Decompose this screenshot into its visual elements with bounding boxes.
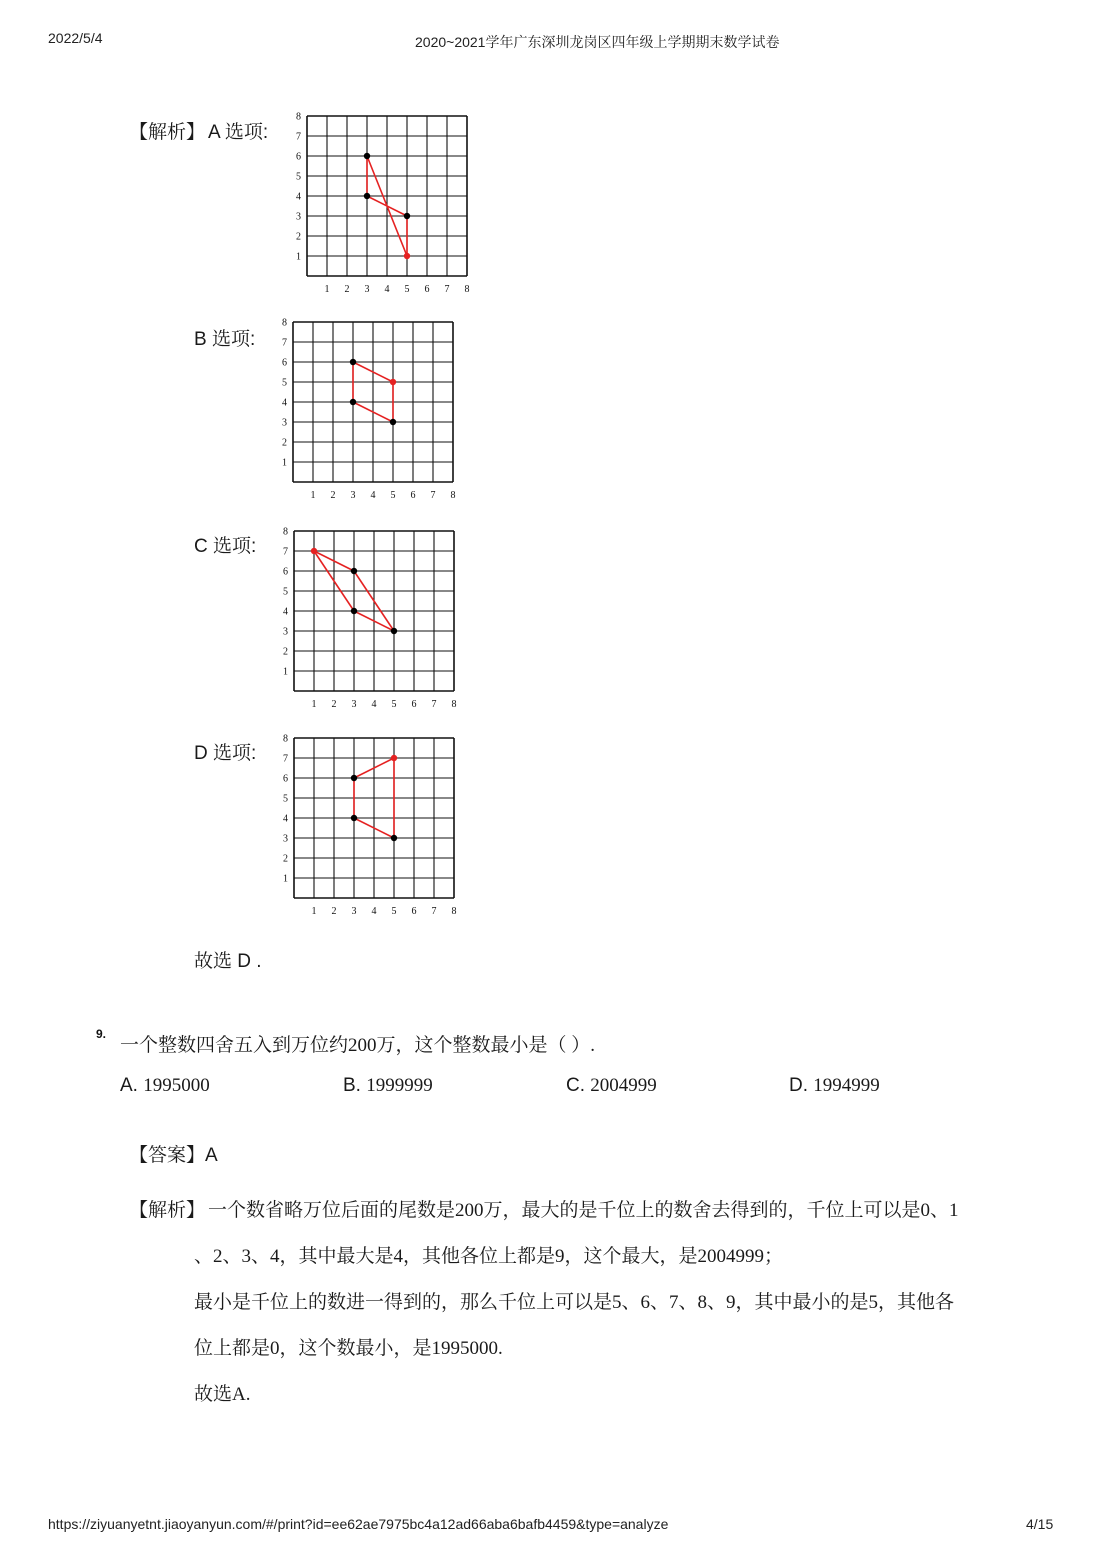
y-tick-label: 4 bbox=[283, 606, 288, 618]
vertex-point bbox=[391, 755, 397, 761]
x-tick-label: 8 bbox=[450, 490, 456, 501]
y-tick-label: 6 bbox=[282, 357, 287, 369]
choice-d bbox=[789, 1075, 880, 1097]
y-tick-label: 3 bbox=[282, 417, 287, 429]
y-tick-label: 2 bbox=[283, 646, 288, 658]
vertex-point bbox=[351, 568, 357, 574]
y-tick-label: 3 bbox=[283, 833, 288, 845]
answer bbox=[129, 1140, 218, 1167]
y-tick-label: 3 bbox=[283, 626, 288, 638]
choice-b-value: 1999999 bbox=[366, 1075, 433, 1096]
document-title: 2020~2021学年广东深圳龙岗区四年级上学期期末数学试卷 bbox=[415, 34, 780, 50]
x-tick-label: 5 bbox=[391, 906, 397, 917]
x-tick-label: 8 bbox=[451, 699, 457, 710]
question-number: 9. bbox=[96, 1027, 107, 1041]
x-tick-label: 2 bbox=[330, 490, 336, 501]
x-tick-label: 6 bbox=[411, 906, 417, 917]
x-tick-label: 5 bbox=[404, 284, 410, 295]
answer-value: A bbox=[205, 1145, 218, 1166]
analysis-line-1: 一个数省略万位后面的尾数是200万，最大的是千位上的数舍去得到的，千位上可以是0、1 bbox=[208, 1200, 959, 1221]
choice-d-label: D. bbox=[789, 1075, 808, 1096]
x-tick-label: 4 bbox=[384, 284, 390, 295]
analysis-line-4: 位上都是0，这个数最小，是1995000. bbox=[194, 1338, 503, 1359]
x-tick-label: 7 bbox=[431, 906, 437, 917]
answer-tag: 【答案】 bbox=[129, 1145, 206, 1166]
choice-c bbox=[566, 1075, 657, 1097]
x-tick-label: 2 bbox=[344, 284, 350, 295]
option-b-label: B 选项: bbox=[194, 329, 256, 350]
x-tick-label: 7 bbox=[444, 284, 450, 295]
choice-b bbox=[343, 1075, 433, 1097]
y-tick-label: 1 bbox=[283, 666, 288, 678]
x-tick-label: 3 bbox=[350, 490, 356, 501]
x-tick-label: 1 bbox=[324, 284, 330, 295]
y-tick-label: 1 bbox=[283, 873, 288, 885]
vertex-point bbox=[351, 815, 357, 821]
y-tick-label: 4 bbox=[282, 397, 287, 409]
y-tick-label: 2 bbox=[283, 853, 288, 865]
y-tick-label: 3 bbox=[296, 211, 301, 223]
y-tick-label: 4 bbox=[296, 191, 301, 203]
choice-a bbox=[120, 1075, 210, 1097]
option-c-label: C 选项: bbox=[194, 536, 257, 557]
y-tick-label: 6 bbox=[283, 773, 288, 785]
y-tick-label: 5 bbox=[283, 586, 288, 598]
q9-analysis-tag: 【解析】 bbox=[129, 1200, 206, 1221]
y-tick-label: 5 bbox=[282, 377, 287, 389]
y-tick-label: 8 bbox=[283, 526, 288, 538]
x-tick-label: 8 bbox=[451, 906, 457, 917]
vertex-point bbox=[351, 775, 357, 781]
grid-figure-d bbox=[274, 735, 464, 915]
q9-conclusion: 故选A. bbox=[194, 1384, 251, 1405]
y-tick-label: 5 bbox=[296, 171, 301, 183]
x-tick-label: 6 bbox=[424, 284, 430, 295]
q8-conclusion: 故选 D . bbox=[194, 951, 262, 972]
x-tick-label: 4 bbox=[371, 699, 377, 710]
grid-figure-b bbox=[273, 319, 463, 499]
x-tick-label: 4 bbox=[370, 490, 376, 501]
y-tick-label: 7 bbox=[283, 546, 288, 558]
vertex-point bbox=[391, 628, 397, 634]
vertex-point bbox=[404, 253, 410, 259]
y-tick-label: 2 bbox=[296, 231, 301, 243]
x-tick-label: 7 bbox=[430, 490, 436, 501]
choice-a-label: A. bbox=[120, 1075, 138, 1096]
y-tick-label: 8 bbox=[282, 317, 287, 329]
x-tick-label: 3 bbox=[351, 699, 357, 710]
x-tick-label: 1 bbox=[310, 490, 316, 501]
grid-figure-c bbox=[274, 528, 464, 708]
vertex-point bbox=[391, 835, 397, 841]
y-tick-label: 8 bbox=[296, 111, 301, 123]
grid-figure-a bbox=[287, 113, 477, 293]
y-tick-label: 6 bbox=[283, 566, 288, 578]
analysis-tag: 【解析】 bbox=[129, 122, 206, 143]
x-tick-label: 1 bbox=[311, 906, 317, 917]
analysis-line-3: 最小是千位上的数进一得到的，那么千位上可以是5、6、7、8、9，其中最小的是5，其他各 bbox=[194, 1292, 955, 1313]
x-tick-label: 5 bbox=[391, 699, 397, 710]
y-tick-label: 1 bbox=[282, 457, 287, 469]
footer-url[interactable]: https://ziyuanyetnt.jiaoyanyun.com/#/print?id=ee62ae7975bc4a12ad66aba6bafb4459&type=analyze bbox=[48, 1516, 669, 1532]
vertex-point bbox=[311, 548, 317, 554]
question-stem: 一个整数四舍五入到万位约200万，这个整数最小是（ ）. bbox=[120, 1035, 596, 1056]
x-tick-label: 5 bbox=[390, 490, 396, 501]
choice-a-value: 1995000 bbox=[143, 1075, 210, 1096]
option-d-label: D 选项: bbox=[194, 743, 257, 764]
x-tick-label: 3 bbox=[364, 284, 370, 295]
y-tick-label: 2 bbox=[282, 437, 287, 449]
x-tick-label: 7 bbox=[431, 699, 437, 710]
choice-d-value: 1994999 bbox=[813, 1075, 880, 1096]
y-tick-label: 7 bbox=[296, 131, 301, 143]
y-tick-label: 7 bbox=[283, 753, 288, 765]
y-tick-label: 6 bbox=[296, 151, 301, 163]
choice-c-value: 2004999 bbox=[590, 1075, 657, 1096]
vertex-point bbox=[390, 419, 396, 425]
page-number: 4/15 bbox=[1026, 1516, 1054, 1532]
x-tick-label: 3 bbox=[351, 906, 357, 917]
x-tick-label: 6 bbox=[410, 490, 416, 501]
vertex-point bbox=[364, 193, 370, 199]
vertex-point bbox=[350, 399, 356, 405]
x-tick-label: 1 bbox=[311, 699, 317, 710]
y-tick-label: 5 bbox=[283, 793, 288, 805]
analysis-line-2: 、2、3、4，其中最大是4，其他各位上都是9，这个最大，是2004999； bbox=[194, 1246, 784, 1267]
option-a-label: A 选项: bbox=[208, 122, 269, 143]
x-tick-label: 2 bbox=[331, 906, 337, 917]
y-tick-label: 1 bbox=[296, 251, 301, 263]
x-tick-label: 4 bbox=[371, 906, 377, 917]
x-tick-label: 6 bbox=[411, 699, 417, 710]
vertex-point bbox=[404, 213, 410, 219]
choice-c-label: C. bbox=[566, 1075, 585, 1096]
x-tick-label: 8 bbox=[464, 284, 470, 295]
y-tick-label: 4 bbox=[283, 813, 288, 825]
vertex-point bbox=[364, 153, 370, 159]
y-tick-label: 7 bbox=[282, 337, 287, 349]
vertex-point bbox=[390, 379, 396, 385]
choice-b-label: B. bbox=[343, 1075, 361, 1096]
y-tick-label: 8 bbox=[283, 733, 288, 745]
x-tick-label: 2 bbox=[331, 699, 337, 710]
vertex-point bbox=[351, 608, 357, 614]
vertex-point bbox=[350, 359, 356, 365]
print-date: 2022/5/4 bbox=[48, 30, 103, 46]
